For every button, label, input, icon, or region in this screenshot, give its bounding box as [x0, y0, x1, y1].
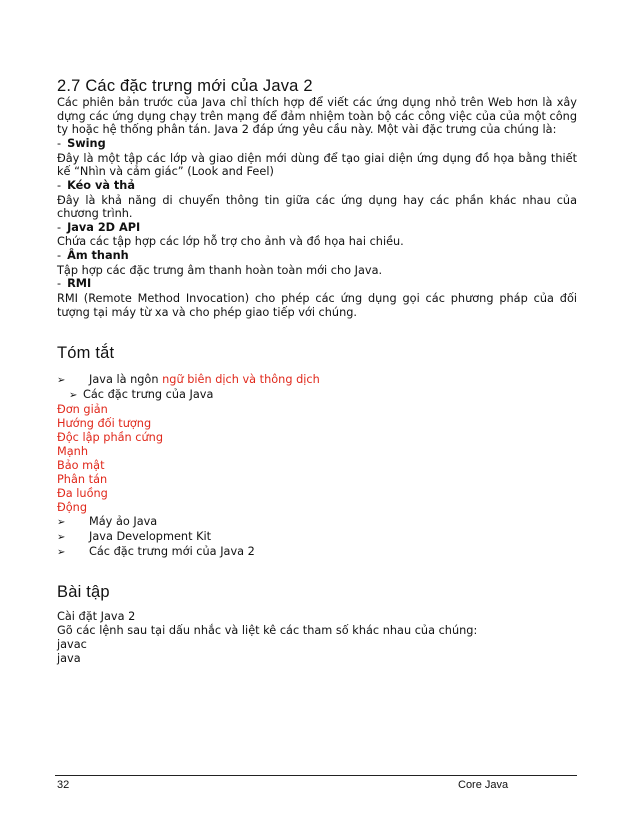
arrow-bullet-icon: ➢ — [57, 547, 66, 559]
feature-dash: - — [57, 249, 62, 263]
section-title-new-features: 2.7 Các đặc trưng mới của Java 2 — [57, 77, 313, 95]
list-item — [57, 545, 577, 560]
highlighted-item: Mạnh — [57, 445, 88, 459]
highlighted-item: Đơn giản — [57, 403, 108, 417]
exercise-line: Cài đặt Java 2 — [57, 610, 136, 624]
feature-heading — [57, 249, 577, 264]
list-item — [57, 515, 577, 530]
page-content — [57, 76, 577, 666]
feature-heading — [57, 277, 577, 292]
section-title-summary: Tóm tắt — [57, 344, 115, 363]
highlighted-item: Độc lập phần cứng — [57, 431, 163, 445]
highlighted-item: Động — [57, 501, 87, 515]
list-item — [57, 388, 577, 403]
feature-name: Âm thanh — [67, 249, 129, 263]
feature-description: Chứa các tập hợp các lớp hỗ trợ cho ảnh và đồ họa hai chiều. — [57, 235, 404, 249]
arrow-bullet-icon: ➢ — [57, 517, 66, 529]
feature-heading — [57, 221, 577, 236]
highlighted-item: Phân tán — [57, 473, 108, 487]
section-intro: Các phiên bản trước của Java chỉ thích hợp để viết các ứng dụng nhỏ trên Web hơn là xây dựng các ứng dụng chạy trên mạng để đảm nhiệm toàn bộ các công việc của của một công ty hoặc hệ thống phân tán. Java 2 đáp ứng yêu cầu này. Một vài đặc trưng của chúng là: — [57, 96, 577, 137]
exercise-line: Gõ các lệnh sau tại dấu nhắc và liệt kê các tham số khác nhau của chúng: — [57, 624, 478, 638]
arrow-bullet-icon: ➢ — [69, 390, 78, 402]
feature-description: Đây là một tập các lớp và giao diện mới dùng để tạo giai diện ứng dụng đồ họa bằng thiết kế “Nhìn và cảm giác” (Look and Feel) — [57, 151, 577, 179]
list-item-text: Máy ảo Java — [89, 515, 158, 529]
list-item-text: Java Development Kit — [89, 530, 212, 544]
arrow-bullet-icon: ➢ — [57, 375, 66, 387]
exercise-line: java — [57, 652, 81, 666]
feature-description: RMI (Remote Method Invocation) cho phép các ứng dụng gọi các phương pháp của đối tượng tại máy từ xa và cho phép giao tiếp với chúng. — [57, 291, 577, 319]
list-item-text: Các đặc trưng mới của Java 2 — [89, 545, 255, 559]
highlighted-item: Bảo mật — [57, 459, 105, 473]
list-item-prefix: Java là ngôn — [89, 373, 163, 387]
arrow-bullet-icon: ➢ — [57, 532, 66, 544]
highlighted-item: Hướng đối tượng — [57, 417, 152, 431]
exercise-block — [57, 610, 577, 666]
feature-dash: - — [57, 179, 62, 193]
feature-heading — [57, 137, 577, 152]
feature-name: Kéo và thả — [67, 179, 135, 193]
list-item-text — [89, 373, 320, 387]
list-item — [57, 373, 577, 388]
feature-name: Java 2D API — [67, 220, 141, 234]
feature-dash: - — [57, 220, 62, 234]
feature-dash: - — [57, 137, 62, 151]
highlighted-text: ngữ biên dịch và thông dịch — [162, 373, 320, 387]
summary-list — [57, 373, 577, 560]
feature-name: Swing — [67, 137, 106, 151]
section-title-exercises: Bài tập — [57, 583, 110, 602]
feature-dash: - — [57, 277, 62, 291]
feature-name: RMI — [67, 277, 92, 291]
list-item — [57, 530, 577, 545]
exercise-line: javac — [57, 638, 87, 652]
list-item-text: Các đặc trưng của Java — [83, 388, 214, 402]
footer-book-title: Core Java — [458, 779, 509, 791]
feature-heading — [57, 179, 577, 194]
highlighted-item: Đa luồng — [57, 487, 108, 501]
feature-description: Đây là khả năng di chuyển thông tin giữa các ứng dụng hay các phần khác nhau của chương trình. — [57, 193, 577, 221]
feature-list — [57, 137, 577, 319]
page-number: 32 — [57, 779, 70, 791]
feature-description: Tập hợp các đặc trưng âm thanh hoàn toàn mới cho Java. — [57, 263, 383, 277]
footer-divider — [55, 775, 577, 776]
